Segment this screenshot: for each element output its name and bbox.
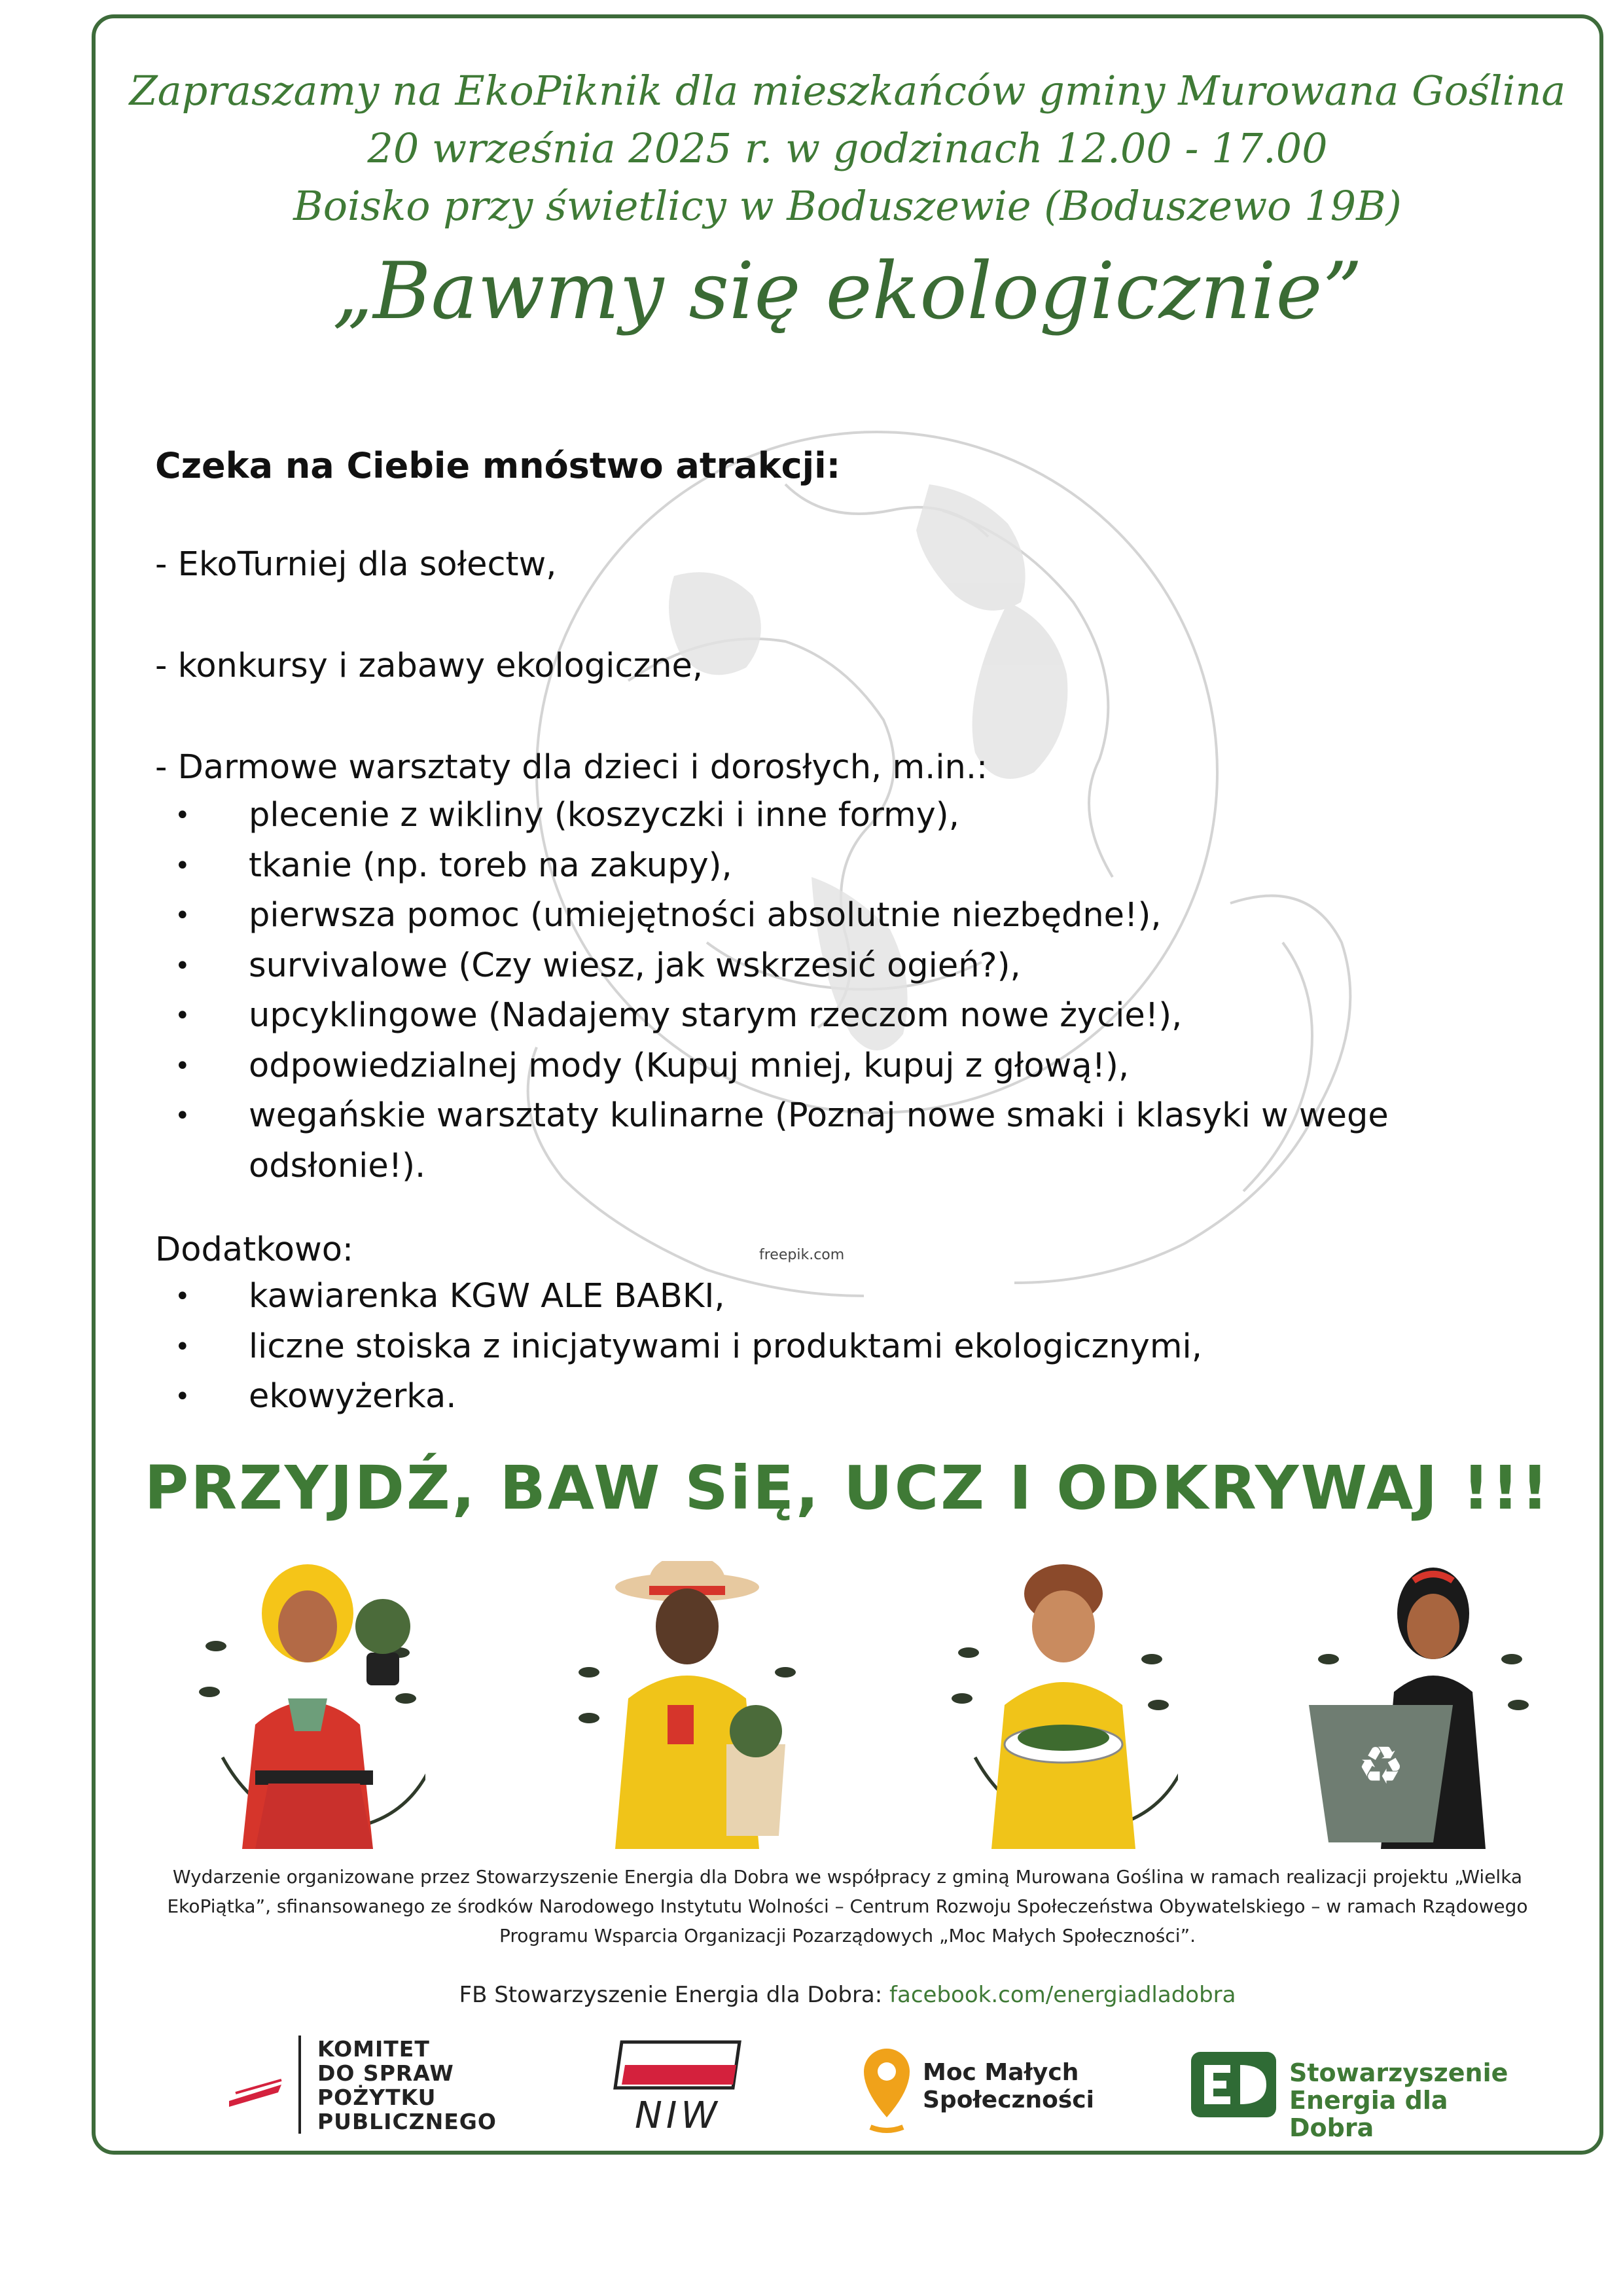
workshop-item: • odpowiedzialnej mody (Kupuj mniej, kupuj z głową!), xyxy=(155,1041,1562,1092)
extras-heading: Dodatkowo: xyxy=(155,1230,354,1269)
kpp-logo xyxy=(223,2029,537,2140)
niw-label: NIW xyxy=(635,2094,721,2137)
project-info-line: Wydarzenie organizowane przez Stowarzyszenie Energia dla Dobra we współpracy z gminą Murowana Goślina w ramach realizacji projektu „Wielka xyxy=(172,1866,1523,1888)
extra-item: • liczne stoiska z inicjatywami i produktami ekologicznymi, xyxy=(155,1322,1562,1372)
people-illustrations xyxy=(190,1561,1538,1849)
woman-watering-plant-illustration xyxy=(190,1561,425,1849)
freepik-watermark: freepik.com xyxy=(759,1247,845,1263)
attractions-section xyxy=(155,445,1562,1422)
se-line: Energia dla Dobra xyxy=(1289,2086,1448,2142)
workshop-item: • survivalowe (Czy wiesz, jak wskrzesić ogień?), xyxy=(155,941,1562,992)
se-logo-text xyxy=(1289,2059,1508,2142)
call-to-action: PRZYJDŹ, BAW SiĘ, UCZ I ODKRYWAJ !!! xyxy=(144,1453,1551,1523)
woman-with-recycling-bin-illustration xyxy=(1302,1561,1538,1849)
attraction-item: - Darmowe warsztaty dla dzieci i dorosłych, m.in.: xyxy=(155,748,988,787)
moc-line: Moc Małych xyxy=(923,2059,1079,2086)
workshop-item: • tkanie (np. toreb na zakupy), xyxy=(155,841,1562,891)
workshop-item: • pierwsza pomoc (umiejętności absolutnie niezbędne!), xyxy=(155,891,1562,941)
invitation-line: Zapraszamy na EkoPiknik dla mieszkańców gminy Murowana Goślina xyxy=(129,67,1566,115)
location-line: Boisko przy świetlicy w Boduszewie (Boduszewo 19B) xyxy=(293,182,1402,230)
man-with-hat-shopping-illustration xyxy=(569,1561,805,1849)
workshop-item: • wegańskie warsztaty kulinarne (Poznaj nowe smaki i klasyki w wege odsłonie!). xyxy=(155,1091,1562,1191)
ed-logo-icon xyxy=(1185,2029,1283,2140)
moc-logo-text xyxy=(923,2059,1094,2114)
project-info-line: EkoPiątka”, sfinansowanego ze środków Narodowego Instytutu Wolności – Centrum Rozwoju Społeczeństwa Obywatelskiego – w ramach Rządowego xyxy=(167,1895,1528,1917)
attraction-item: - konkursy i zabawy ekologiczne, xyxy=(155,647,704,685)
extra-item: • ekowyżerka. xyxy=(155,1372,1562,1422)
svg-text:♻: ♻ xyxy=(1357,1735,1404,1796)
workshop-item: • upcyklingowe (Nadajemy starym rzeczom nowe życie!), xyxy=(155,991,1562,1041)
sponsor-logos xyxy=(223,2029,1508,2142)
extra-item: • kawiarenka KGW ALE BABKI, xyxy=(155,1272,1562,1322)
attraction-item: - EkoTurniej dla sołectw, xyxy=(155,545,557,584)
moc-line: Społeczności xyxy=(923,2087,1094,2113)
event-header xyxy=(105,62,1590,341)
date-time-line: 20 września 2025 r. w godzinach 12.00 - 17.00 xyxy=(367,124,1328,172)
polish-flag-icon xyxy=(223,2029,301,2140)
kpp-logo-text xyxy=(317,2037,497,2134)
facebook-label: FB Stowarzyszenie Energia dla Dobra: xyxy=(459,1982,890,2008)
man-eating-salad-illustration xyxy=(942,1561,1178,1849)
se-line: Stowarzyszenie xyxy=(1289,2058,1508,2087)
workshop-item: • plecenie z wikliny (koszyczki i inne formy), xyxy=(155,791,1562,841)
attractions-heading: Czeka na Ciebie mnóstwo atrakcji: xyxy=(155,445,841,486)
kpp-line: PUBLICZNEGO xyxy=(317,2109,497,2134)
kpp-line: KOMITET xyxy=(317,2036,430,2062)
project-info-line: Programu Wsparcia Organizacji Pozarządowych „Moc Małych Społeczności”. xyxy=(499,1925,1196,1946)
kpp-line: POŻYTKU xyxy=(317,2085,437,2110)
niw-logo xyxy=(609,2029,766,2140)
facebook-info xyxy=(105,1982,1590,2008)
facebook-link[interactable]: facebook.com/energiadladobra xyxy=(889,1982,1236,2008)
event-title: „Bawmy się ekologicznie” xyxy=(332,246,1363,337)
moc-malych-spolecznosci-logo xyxy=(857,2029,1132,2140)
energia-dla-dobra-logo xyxy=(1185,2029,1508,2142)
location-pin-icon xyxy=(857,2029,923,2140)
niw-flag-icon xyxy=(609,2029,753,2094)
project-info xyxy=(131,1862,1564,1950)
kpp-line: DO SPRAW xyxy=(317,2060,454,2086)
extras-list xyxy=(155,1272,1562,1422)
workshop-list xyxy=(155,791,1562,1191)
